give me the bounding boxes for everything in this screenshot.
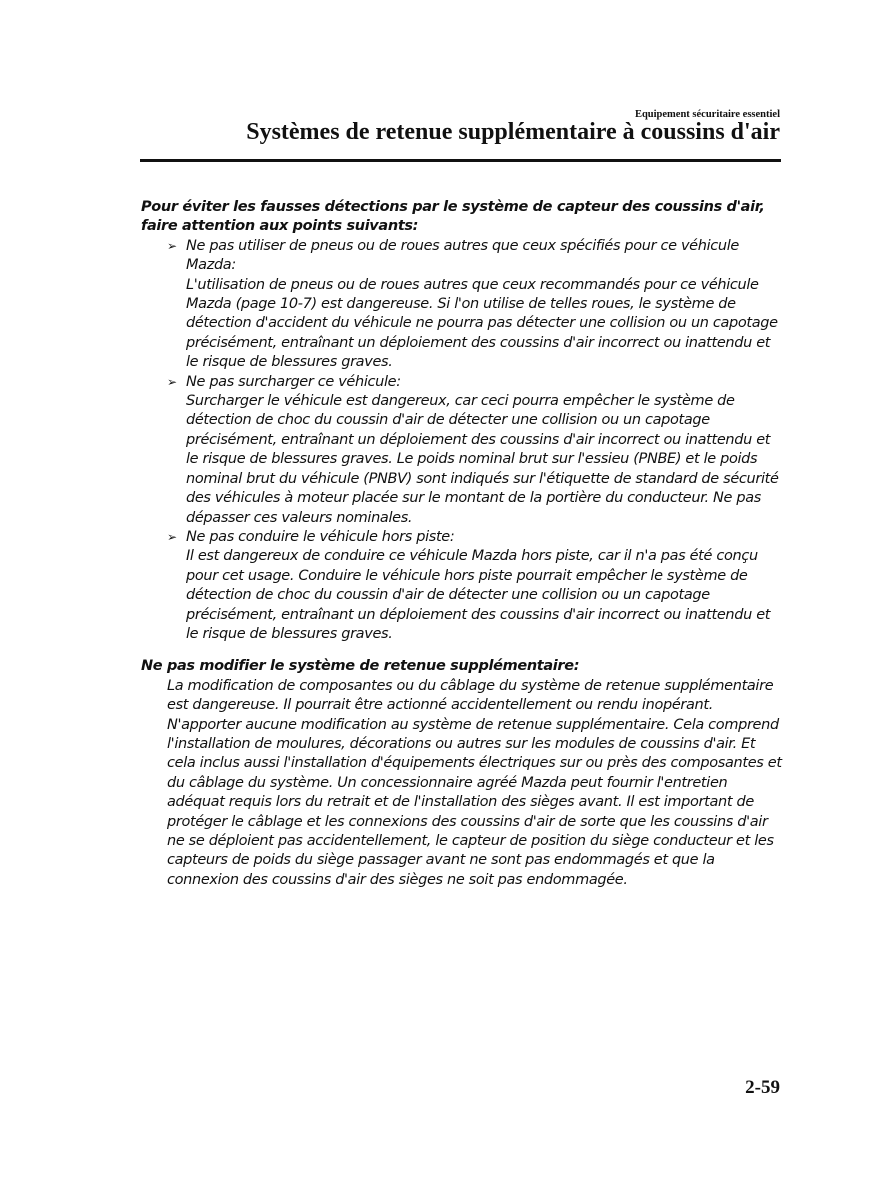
bullet-title: Ne pas utiliser de pneus ou de roues autres que ceux spécifiés pour ce véhicule Mazda: (186, 237, 739, 274)
page-number: 2-59 (745, 1077, 780, 1098)
bullet-item (141, 373, 786, 528)
header-divider (140, 159, 781, 162)
page-title: Systèmes de retenue supplémentaire à coussins d'air (246, 119, 780, 145)
intro-heading: Pour éviter les fausses détections par le système de capteur des coussins d'air, faire attention aux points suivants: (141, 199, 765, 235)
arrow-bullet-icon: ➢ (167, 238, 177, 253)
bullet-body: Surcharger le véhicule est dangereux, car ceci pourra empêcher le système de détection de choc du coussin d'air de détecter une collision ou un capotage précisément, entraînant un déploiement des coussins d'air incorrect ou inattendu et le risque de blessures graves. Le poids nominal brut sur l'essieu (PNBE) et le poids nominal brut du véhicule (PNBV) sont indiqués sur l'étiquette de standard de sécurité des véhicules à moteur placée sur le montant de la portière du conducteur. Ne pas dépasser ces valeurs nominales. (186, 393, 779, 526)
section-label: Equipement sécuritaire essentiel (634, 109, 780, 120)
arrow-bullet-icon: ➢ (167, 374, 177, 389)
bullet-item (141, 237, 786, 373)
modification-warning (141, 657, 786, 890)
bullet-title: Ne pas surcharger ce véhicule: (186, 373, 401, 390)
page-content (141, 198, 786, 890)
section-body: La modification de composantes ou du câblage du système de retenue supplémentaire est dangereuse. Il pourrait être actionné accidentellement ou rendu inopérant. N'apporter aucune modification au système de retenue supplémentaire. Cela comprend l'installation de moulures, décorations ou autres sur les modules de coussins d'air. Et cela inclus aussi l'installation d'équipements électriques sur ou près des composantes et du câblage du système. Un concessionnaire agréé Mazda peut fournir l'entretien adéquat requis lors du retrait et de l'installation des sièges avant. Il est important de protéger le câblage et les connexions des coussins d'air de sorte que les coussins d'air ne se déploient pas accidentellement, le capteur de position du siège conducteur et les capteurs de poids du siège passager avant ne sont pas endommagés et que la connexion des coussins d'air des sièges ne soit pas endommagée. (167, 677, 782, 888)
bullet-title: Ne pas conduire le véhicule hors piste: (186, 528, 455, 545)
bullet-body: Il est dangereux de conduire ce véhicule Mazda hors piste, car il n'a pas été conçu pour cet usage. Conduire le véhicule hors piste pourrait empêcher le système de détection de choc du coussin d'air de détecter une collision ou un capotage précisément, entraînant un déploiement des coussins d'air incorrect ou inattendu et le risque de blessures graves. (186, 548, 771, 642)
bullet-item (141, 528, 786, 644)
section-heading: Ne pas modifier le système de retenue supplémentaire: (141, 658, 580, 675)
arrow-bullet-icon: ➢ (167, 529, 177, 544)
bullet-body: L'utilisation de pneus ou de roues autres que ceux recommandés pour ce véhicule Mazda (page 10-7) est dangereuse. Si l'on utilise de telles roues, le système de détection d'accident du véhicule ne pourra pas détecter une collision ou un capotage précisément, entraînant un déploiement des coussins d'air incorrect ou inattendu et le risque de blessures graves. (186, 276, 778, 371)
